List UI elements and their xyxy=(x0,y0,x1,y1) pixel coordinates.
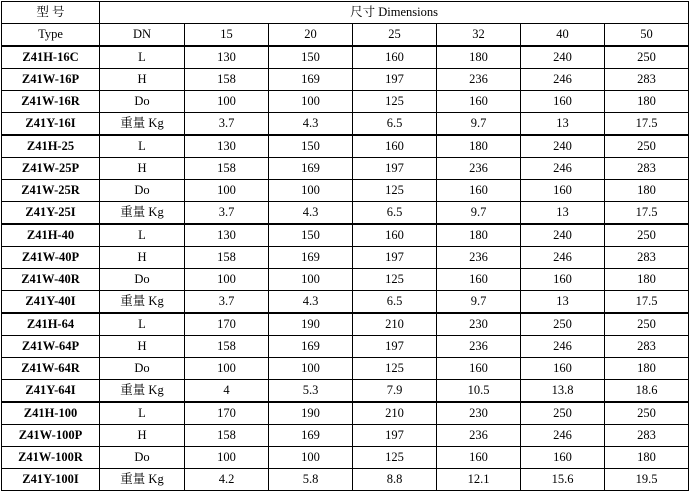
value-cell: 240 xyxy=(521,224,605,247)
value-cell: 236 xyxy=(437,425,521,447)
parameter-label: Do xyxy=(100,358,185,380)
value-cell: 100 xyxy=(269,358,353,380)
value-cell: 180 xyxy=(437,224,521,247)
table-row xyxy=(2,402,689,425)
value-cell: 4.3 xyxy=(269,202,353,225)
table-row xyxy=(2,113,689,136)
value-cell: 210 xyxy=(353,402,437,425)
value-cell: 100 xyxy=(185,91,269,113)
value-cell: 250 xyxy=(605,135,689,158)
value-cell: 17.5 xyxy=(605,113,689,136)
value-cell: 236 xyxy=(437,247,521,269)
value-cell: 160 xyxy=(521,447,605,469)
model-name: Z41W-40P xyxy=(2,247,100,269)
value-cell: 130 xyxy=(185,46,269,69)
value-cell: 150 xyxy=(269,135,353,158)
value-cell: 6.5 xyxy=(353,202,437,225)
value-cell: 100 xyxy=(269,91,353,113)
value-cell: 100 xyxy=(185,269,269,291)
value-cell: 160 xyxy=(353,46,437,69)
value-cell: 250 xyxy=(521,313,605,336)
value-cell: 8.8 xyxy=(353,469,437,491)
size-header: 15 xyxy=(185,24,269,47)
value-cell: 197 xyxy=(353,247,437,269)
size-header: 40 xyxy=(521,24,605,47)
parameter-label: L xyxy=(100,313,185,336)
parameter-label: H xyxy=(100,158,185,180)
parameter-label: 重量 Kg xyxy=(100,202,185,225)
model-name: Z41W-40R xyxy=(2,269,100,291)
parameter-label: Do xyxy=(100,269,185,291)
value-cell: 160 xyxy=(437,447,521,469)
value-cell: 283 xyxy=(605,247,689,269)
parameter-label: L xyxy=(100,46,185,69)
model-header-cn: 型 号 xyxy=(2,2,100,24)
value-cell: 236 xyxy=(437,158,521,180)
table-row xyxy=(2,202,689,225)
value-cell: 125 xyxy=(353,358,437,380)
model-name: Z41W-64R xyxy=(2,358,100,380)
value-cell: 9.7 xyxy=(437,113,521,136)
value-cell: 250 xyxy=(521,402,605,425)
value-cell: 150 xyxy=(269,224,353,247)
value-cell: 180 xyxy=(605,180,689,202)
table-row xyxy=(2,336,689,358)
value-cell: 160 xyxy=(521,358,605,380)
table-row xyxy=(2,180,689,202)
model-name: Z41H-100 xyxy=(2,402,100,425)
model-name: Z41H-25 xyxy=(2,135,100,158)
value-cell: 246 xyxy=(521,336,605,358)
value-cell: 160 xyxy=(521,91,605,113)
value-cell: 190 xyxy=(269,313,353,336)
table-row xyxy=(2,447,689,469)
table-row xyxy=(2,469,689,491)
table-row xyxy=(2,224,689,247)
header-row-2 xyxy=(2,24,689,47)
model-name: Z41Y-100I xyxy=(2,469,100,491)
value-cell: 169 xyxy=(269,336,353,358)
model-name: Z41W-16R xyxy=(2,91,100,113)
value-cell: 283 xyxy=(605,158,689,180)
value-cell: 13 xyxy=(521,113,605,136)
parameter-label: L xyxy=(100,135,185,158)
value-cell: 246 xyxy=(521,69,605,91)
value-cell: 240 xyxy=(521,46,605,69)
value-cell: 190 xyxy=(269,402,353,425)
value-cell: 250 xyxy=(605,46,689,69)
model-name: Z41W-16P xyxy=(2,69,100,91)
table-row xyxy=(2,358,689,380)
size-header: 20 xyxy=(269,24,353,47)
value-cell: 180 xyxy=(437,135,521,158)
table-row xyxy=(2,46,689,69)
value-cell: 197 xyxy=(353,336,437,358)
value-cell: 4.2 xyxy=(185,469,269,491)
model-name: Z41H-16C xyxy=(2,46,100,69)
dimensions-header: 尺寸 Dimensions xyxy=(100,2,689,24)
model-name: Z41W-64P xyxy=(2,336,100,358)
value-cell: 210 xyxy=(353,313,437,336)
value-cell: 250 xyxy=(605,402,689,425)
value-cell: 13 xyxy=(521,202,605,225)
value-cell: 6.5 xyxy=(353,291,437,314)
parameter-label: H xyxy=(100,69,185,91)
table-row xyxy=(2,269,689,291)
value-cell: 180 xyxy=(605,447,689,469)
value-cell: 100 xyxy=(185,358,269,380)
parameter-label: Do xyxy=(100,447,185,469)
value-cell: 150 xyxy=(269,46,353,69)
value-cell: 125 xyxy=(353,180,437,202)
value-cell: 236 xyxy=(437,69,521,91)
table-row xyxy=(2,291,689,314)
parameter-label: L xyxy=(100,224,185,247)
value-cell: 160 xyxy=(521,180,605,202)
value-cell: 160 xyxy=(437,269,521,291)
table-row xyxy=(2,380,689,403)
value-cell: 250 xyxy=(605,224,689,247)
value-cell: 158 xyxy=(185,336,269,358)
value-cell: 240 xyxy=(521,135,605,158)
model-name: Z41H-40 xyxy=(2,224,100,247)
value-cell: 158 xyxy=(185,425,269,447)
value-cell: 246 xyxy=(521,425,605,447)
value-cell: 100 xyxy=(269,269,353,291)
value-cell: 169 xyxy=(269,247,353,269)
value-cell: 197 xyxy=(353,158,437,180)
model-name: Z41Y-16I xyxy=(2,113,100,136)
value-cell: 6.5 xyxy=(353,113,437,136)
model-name: Z41Y-25I xyxy=(2,202,100,225)
table-row xyxy=(2,313,689,336)
parameter-label: L xyxy=(100,402,185,425)
table-row xyxy=(2,158,689,180)
value-cell: 158 xyxy=(185,158,269,180)
value-cell: 13 xyxy=(521,291,605,314)
value-cell: 250 xyxy=(605,313,689,336)
value-cell: 100 xyxy=(185,447,269,469)
parameter-label: 重量 Kg xyxy=(100,380,185,403)
table-row xyxy=(2,69,689,91)
value-cell: 283 xyxy=(605,336,689,358)
value-cell: 160 xyxy=(353,224,437,247)
value-cell: 100 xyxy=(269,180,353,202)
value-cell: 230 xyxy=(437,313,521,336)
value-cell: 5.8 xyxy=(269,469,353,491)
value-cell: 246 xyxy=(521,158,605,180)
value-cell: 160 xyxy=(353,135,437,158)
value-cell: 283 xyxy=(605,425,689,447)
parameter-label: 重量 Kg xyxy=(100,291,185,314)
model-name: Z41W-25P xyxy=(2,158,100,180)
table-row xyxy=(2,135,689,158)
value-cell: 236 xyxy=(437,336,521,358)
value-cell: 7.9 xyxy=(353,380,437,403)
model-name: Z41H-64 xyxy=(2,313,100,336)
table-row xyxy=(2,91,689,113)
table-row xyxy=(2,425,689,447)
value-cell: 125 xyxy=(353,91,437,113)
value-cell: 3.7 xyxy=(185,113,269,136)
value-cell: 100 xyxy=(269,447,353,469)
table-row xyxy=(2,247,689,269)
dimensions-table xyxy=(1,1,689,491)
value-cell: 4.3 xyxy=(269,291,353,314)
value-cell: 130 xyxy=(185,224,269,247)
value-cell: 4.3 xyxy=(269,113,353,136)
value-cell: 3.7 xyxy=(185,202,269,225)
value-cell: 246 xyxy=(521,247,605,269)
value-cell: 169 xyxy=(269,158,353,180)
value-cell: 125 xyxy=(353,447,437,469)
value-cell: 9.7 xyxy=(437,291,521,314)
value-cell: 19.5 xyxy=(605,469,689,491)
value-cell: 160 xyxy=(437,180,521,202)
value-cell: 180 xyxy=(605,91,689,113)
value-cell: 160 xyxy=(437,91,521,113)
parameter-label: H xyxy=(100,336,185,358)
value-cell: 158 xyxy=(185,69,269,91)
value-cell: 180 xyxy=(605,269,689,291)
value-cell: 160 xyxy=(437,358,521,380)
value-cell: 18.6 xyxy=(605,380,689,403)
value-cell: 170 xyxy=(185,402,269,425)
value-cell: 197 xyxy=(353,69,437,91)
value-cell: 125 xyxy=(353,269,437,291)
value-cell: 9.7 xyxy=(437,202,521,225)
value-cell: 5.3 xyxy=(269,380,353,403)
size-header: 50 xyxy=(605,24,689,47)
value-cell: 170 xyxy=(185,313,269,336)
value-cell: 230 xyxy=(437,402,521,425)
value-cell: 158 xyxy=(185,247,269,269)
model-name: Z41W-100R xyxy=(2,447,100,469)
value-cell: 17.5 xyxy=(605,202,689,225)
value-cell: 169 xyxy=(269,69,353,91)
model-name: Z41Y-64I xyxy=(2,380,100,403)
value-cell: 100 xyxy=(185,180,269,202)
dn-header: DN xyxy=(100,24,185,47)
model-name: Z41W-25R xyxy=(2,180,100,202)
model-name: Z41Y-40I xyxy=(2,291,100,314)
parameter-label: Do xyxy=(100,91,185,113)
header-row-1 xyxy=(2,2,689,24)
parameter-label: 重量 Kg xyxy=(100,469,185,491)
value-cell: 180 xyxy=(437,46,521,69)
value-cell: 160 xyxy=(521,269,605,291)
size-header: 32 xyxy=(437,24,521,47)
size-header: 25 xyxy=(353,24,437,47)
value-cell: 10.5 xyxy=(437,380,521,403)
parameter-label: Do xyxy=(100,180,185,202)
value-cell: 4 xyxy=(185,380,269,403)
value-cell: 15.6 xyxy=(521,469,605,491)
parameter-label: 重量 Kg xyxy=(100,113,185,136)
value-cell: 197 xyxy=(353,425,437,447)
value-cell: 12.1 xyxy=(437,469,521,491)
parameter-label: H xyxy=(100,425,185,447)
value-cell: 180 xyxy=(605,358,689,380)
value-cell: 283 xyxy=(605,69,689,91)
value-cell: 169 xyxy=(269,425,353,447)
value-cell: 13.8 xyxy=(521,380,605,403)
parameter-label: H xyxy=(100,247,185,269)
value-cell: 130 xyxy=(185,135,269,158)
model-name: Z41W-100P xyxy=(2,425,100,447)
model-header-en: Type xyxy=(2,24,100,47)
value-cell: 17.5 xyxy=(605,291,689,314)
value-cell: 3.7 xyxy=(185,291,269,314)
